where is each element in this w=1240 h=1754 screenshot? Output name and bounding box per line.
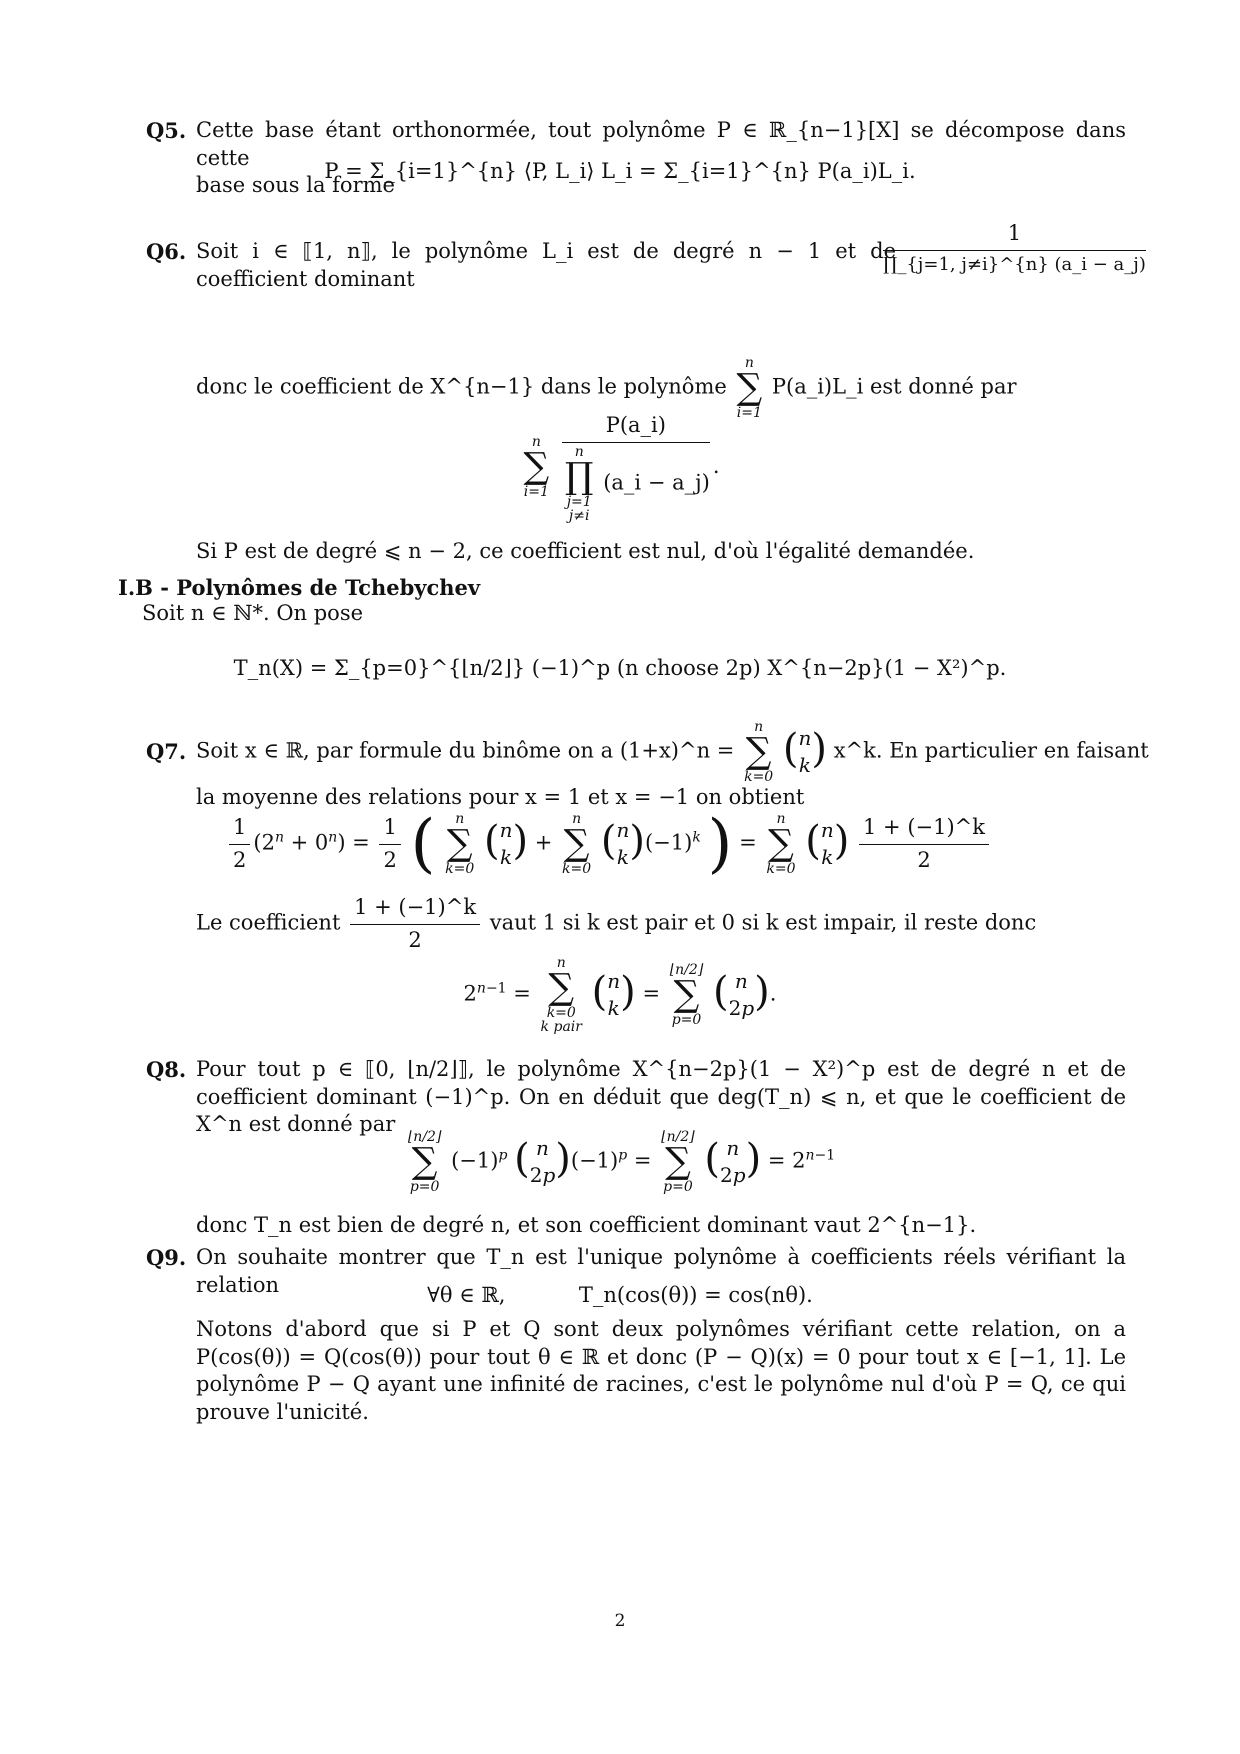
q7-label: Q7. [146, 739, 187, 764]
section-intro: Soit n ∈ ℕ*. On pose [142, 601, 364, 625]
q7-line2: la moyenne des relations pour x = 1 et x = −1 on obtient [196, 785, 805, 809]
q8-equation: ⌊n/2⌋ ∑ p=0 $(-1)^p$ ( n $2p)(-1)^p$ = ⌊n/2⌋ ∑ p=0 ( n $2p) = 2^{n-1}$ [407, 1129, 836, 1195]
q5-equation: P = Σ_{i=1}^{n} ⟨P, L_i⟩ L_i = Σ_{i=1}^{n} P(a_i)L_i. [324, 159, 916, 183]
q8-label: Q8. [146, 1057, 187, 1082]
q6-conclusion: Si P est de degré ⩽ n − 2, ce coefficient est nul, d'où l'égalité demandée. [196, 539, 975, 563]
q5-line2: base sous la forme [196, 173, 395, 198]
q6-label: Q6. [146, 239, 187, 264]
q9-line1: On souhaite montrer que T_n est l'unique polynôme à coefficients réels vérifiant la relation [196, 1245, 1126, 1297]
q6-equation: n ∑ i=1 P(a_i) n ∏ j=1 j≠i (a_i − a_j) . [523, 413, 720, 524]
product-symbol: n ∏ j=1 j≠i [564, 443, 594, 524]
q5-line1: Cette base étant orthonormée, tout polynôme P ∈ ℝ_{n−1}[X] se décompose dans cette [196, 118, 1126, 170]
q6-line2: donc le coefficient de X^{n−1} dans le polynôme n ∑ i=1 P(a_i)L_i est donné par [196, 355, 1017, 421]
section-title: I.B - Polynômes de Tchebychev [118, 575, 481, 600]
q6-frac-denominator: ∏_{j=1, j≠i}^{n} (a_i − a_j) [883, 253, 1146, 275]
q7-result: $2^{n-1}$ = n ∑ k=0 k pair (n k) = ⌊n/2⌋ ∑ p=0 ( n 2p). [463, 955, 777, 1035]
q8-text: Pour tout p ∈ ⟦0, ⌊n/2⌋⟧, le polynôme X^{n−2p}(1 − X²)^p est de degré n et de coefficient dominant (−1)^p. On en déduit que deg(T_n) ⩽ n, et que le coefficient de X^n est donné par [196, 1057, 1126, 1137]
q7-line1: Soit x ∈ ℝ, par formule du binôme on a (1+x)^n = n ∑ k=0 (n k) x^k. En particulier en faisant [196, 719, 1149, 785]
q9-relation: ∀θ ∈ ℝ, T_n(cos(θ)) = cos(nθ). [427, 1283, 813, 1307]
page-number: 2 [614, 1611, 626, 1631]
q6-dominant-coefficient [880, 220, 1149, 276]
q7-binomial-average: $\frac{1}{2}$ $(2^n + 0^n)$ = $\frac{1}{2}$ ( n ∑ k=0 (n k) + n ∑ k=0 (n $k)(-1)^k$ ) = n ∑ k=0 (n k) $\frac{1 + (-1)\^{}k}{2}$ [226, 812, 992, 876]
q9-paragraph: Notons d'abord que si P et Q sont deux polynômes vérifiant cette relation, on a P(cos(θ)) = Q(cos(θ)) pour tout θ ∈ ℝ et donc (P − Q)(x) = 0 pour tout x ∈ [−1, 1]. Le polynôme P − Q ayant une infinité de racines, c'est le polynôme nul d'où P = Q, ce qui prouve l'unicité. [196, 1317, 1126, 1425]
q5-label: Q5. [146, 118, 187, 143]
q6-frac-numerator: 1 [883, 220, 1146, 251]
q8-conclusion: donc T_n est bien de degré n, et son coefficient dominant vaut 2^{n−1}. [196, 1213, 977, 1237]
q7-coefficient-line: Le coefficient $\frac{1 + (-1)\^{}k}{2}$ vaut 1 si k est pair et 0 si k est impair, il reste donc [196, 895, 1037, 952]
q9-label: Q9. [146, 1245, 187, 1270]
q6-line1: Soit i ∈ ⟦1, n⟧, le polynôme L_i est de degré n − 1 et de coefficient dominant [196, 239, 896, 291]
chebyshev-definition: T_n(X) = Σ_{p=0}^{⌊n/2⌋} (−1)^p (n choose 2p) X^{n−2p}(1 − X²)^p. [233, 656, 1007, 680]
sum-symbol: n ∑ i=1 [736, 355, 763, 421]
